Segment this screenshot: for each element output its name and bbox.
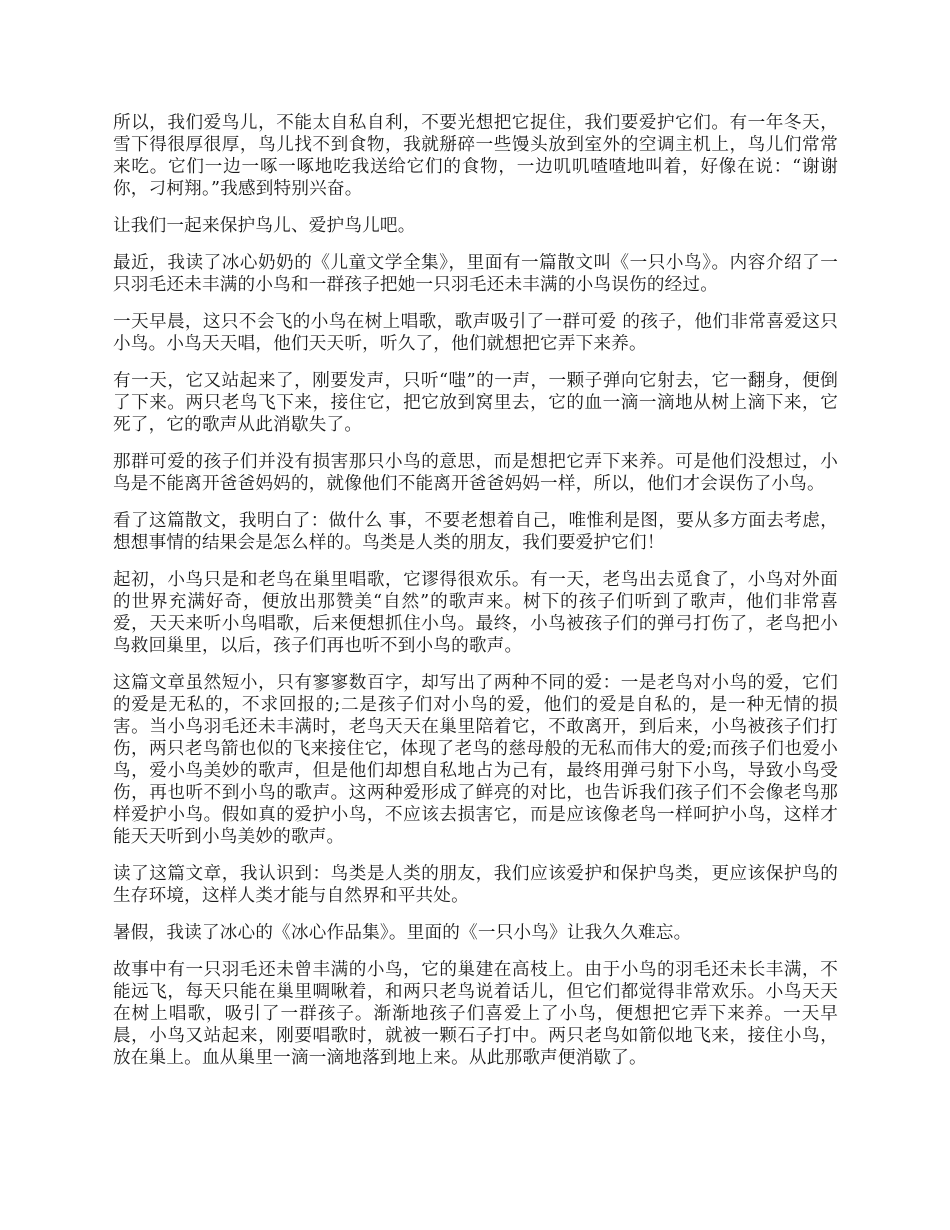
paragraph: 所以，我们爱鸟儿，不能太自私自利，不要光想把它捉住，我们要爱护它们。有一年冬天，雪下得很厚很厚，鸟儿找不到食物，我就掰碎一些馒头放到室外的空调主机上，鸟儿们常常来吃。它们一边一啄一啄地吃我送给它们的食物，一边叽叽喳喳地叫着，好像在说：“谢谢你，刁柯翔。”我感到特别兴奋。 bbox=[113, 113, 838, 199]
paragraph: 故事中有一只羽毛还未曾丰满的小鸟，它的巢建在高枝上。由于小鸟的羽毛还未长丰满，不能远飞，每天只能在巢里啁啾着，和两只老鸟说着话儿，但它们都觉得非常欢乐。小鸟天天在树上唱歌，吸引了一群孩子。渐渐地孩子们喜爱上了小鸟，便想把它弄下来养。一天早晨，小鸟又站起来，刚要唱歌时，就被一颗石子打中。两只老鸟如箭似地飞来，接住小鸟，放在巢上。血从巢里一滴一滴地落到地上来。从此那歌声便消歇了。 bbox=[113, 960, 838, 1068]
paragraph: 那群可爱的孩子们并没有损害那只小鸟的意思，而是想把它弄下来养。可是他们没想过，小鸟是不能离开爸爸妈妈的，就像他们不能离开爸爸妈妈一样，所以，他们才会误伤了小鸟。 bbox=[113, 452, 838, 494]
paragraph: 这篇文章虽然短小，只有寥寥数百字，却写出了两种不同的爱：一是老鸟对小鸟的爱，它们的爱是无私的，不求回报的;二是孩子们对小鸟的爱，他们的爱是自私的，是一种无情的损害。当小鸟羽毛还未丰满时，老鸟天天在巢里陪着它，不敢离开，到后来，小鸟被孩子们打伤，两只老鸟箭也似的飞来接住它，体现了老鸟的慈母般的无私而伟大的爱;而孩子们也爱小鸟，爱小鸟美妙的歌声，但是他们却想自私地占为己有，最终用弹弓射下小鸟，导致小鸟受伤，再也听不到小鸟的歌声。这两种爱形成了鲜亮的对比，也告诉我们孩子们不会像老鸟那样爱护小鸟。假如真的爱护小鸟，不应该去损害它，而是应该像老鸟一样呵护小鸟，这样才能天天听到小鸟美妙的歌声。 bbox=[113, 673, 838, 847]
paragraph: 起初，小鸟只是和老鸟在巢里唱歌，它谬得很欢乐。有一天，老鸟出去觅食了，小鸟对外面的世界充满好奇，便放出那赞美“自然”的歌声来。树下的孩子们听到了歌声，他们非常喜爱，天天来听小鸟唱歌，后来便想抓住小鸟。最终，小鸟被孩子们的弹弓打伤了，老鸟把小鸟救回巢里，以后，孩子们再也听不到小鸟的歌声。 bbox=[113, 570, 838, 656]
paragraph: 读了这篇文章，我认识到：鸟类是人类的朋友，我们应该爱护和保护鸟类，更应该保护鸟的生存环境，这样人类才能与自然界和平共处。 bbox=[113, 864, 838, 906]
paragraph: 一天早晨，这只不会飞的小鸟在树上唱歌，歌声吸引了一群可爱 的孩子，他们非常喜爱这只小鸟。小鸟天天唱，他们天天听，听久了，他们就想把它弄下来养。 bbox=[113, 312, 838, 354]
paragraph: 暑假，我读了冰心的《冰心作品集》。里面的《一只小鸟》让我久久难忘。 bbox=[113, 923, 692, 943]
paragraph: 看了这篇散文，我明白了：做什么 事，不要老想着自己，唯惟利是图，要从多方面去考虑，想想事情的结果会是怎么样的。鸟类是人类的朋友，我们要爱护它们！ bbox=[113, 511, 838, 553]
paragraph: 有一天，它又站起来了，刚要发声，只听“嗤”的一声，一颗子弹向它射去，它一翻身，便倒了下来。两只老鸟飞下来，接住它，把它放到窝里去，它的血一滴一滴地从树上滴下来，它死了，它的歌声从此消歇失了。 bbox=[113, 371, 838, 435]
paragraph: 让我们一起来保护鸟儿、爱护鸟儿吧。 bbox=[113, 216, 416, 236]
paragraph: 最近，我读了冰心奶奶的《儿童文学全集》，里面有一篇散文叫《一只小鸟》。内容介绍了一只羽毛还未丰满的小鸟和一群孩子把她一只羽毛还未丰满的小鸟误伤的经过。 bbox=[113, 253, 838, 295]
